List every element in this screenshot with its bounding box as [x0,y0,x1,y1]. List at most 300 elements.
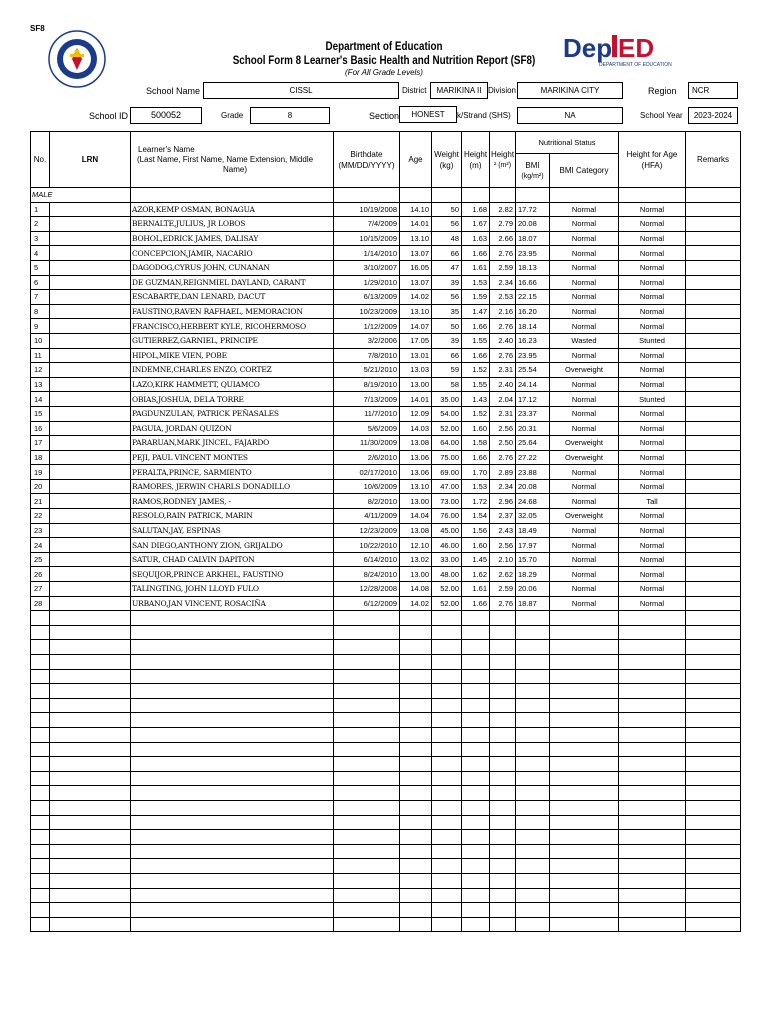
cell-empty [131,844,334,859]
cell-empty [490,786,516,801]
cell-empty [550,669,619,684]
cell-height2: 2.04 [490,392,516,407]
empty-row [31,742,741,757]
cell-height2: 2.40 [490,333,516,348]
cell-empty [490,640,516,655]
cell-empty [31,815,50,830]
cell-empty [432,713,462,728]
cell-empty [50,684,131,699]
cell-empty [432,655,462,670]
empty-row [31,800,741,815]
cell-empty [490,903,516,918]
cell-bmi-category: Normal [550,290,619,305]
cell-name: PARARUAN,MARK JINCEL, FAJARDO [131,436,334,451]
cell-empty [50,727,131,742]
cell-empty [334,830,400,845]
cell-height2: 2.59 [490,260,516,275]
subtitle: (For All Grade Levels) [345,68,423,77]
cell-empty [462,640,490,655]
empty-row [31,830,741,845]
cell-height: 1.63 [462,231,490,246]
cell-empty [619,815,686,830]
empty-row [31,757,741,772]
cell-empty [619,742,686,757]
cell-bmi: 16.20 [516,304,550,319]
cell-empty [686,655,741,670]
cell-birthdate: 3/10/2007 [334,260,400,275]
table-row [31,217,741,232]
cell-empty [50,465,131,480]
cell-age: 14.03 [400,421,432,436]
cell-height: 1.54 [462,509,490,524]
table-row [31,538,741,553]
cell-bmi-category: Normal [550,275,619,290]
cell-age: 13.00 [400,567,432,582]
strand-field: NA [517,107,623,124]
cell-empty [31,888,50,903]
cell-empty [50,873,131,888]
cell-empty [31,611,50,626]
cell-name: SALUTAN,JAY, ESPINAS [131,523,334,538]
cell-empty [400,684,432,699]
cell-weight: 48.00 [432,567,462,582]
cell-empty [490,757,516,772]
header-birthdate-1: Birthdate [350,149,383,159]
cell-empty [686,304,741,319]
cell-empty [686,815,741,830]
cell-empty [131,800,334,815]
cell-bmi-category: Overweight [550,436,619,451]
header-name-1: Learner's Name [138,144,195,154]
cell-empty [686,217,741,232]
table-row [31,304,741,319]
cell-birthdate: 12/23/2009 [334,523,400,538]
empty-row [31,684,741,699]
cell-empty [50,319,131,334]
cell-bmi-category: Normal [550,246,619,261]
svg-text:DEPARTMENT OF EDUCATION: DEPARTMENT OF EDUCATION [599,62,672,68]
header-no: No. [31,132,50,188]
cell-empty [400,873,432,888]
cell-hfa: Stunted [619,392,686,407]
cell-empty [131,815,334,830]
cell-bmi: 22.15 [516,290,550,305]
cell-weight: 52.00 [432,596,462,611]
cell-birthdate: 10/6/2009 [334,479,400,494]
header-remarks: Remarks [686,132,741,188]
cell-empty [462,830,490,845]
cell-no: 20 [31,479,50,494]
cell-bmi-category: Normal [550,596,619,611]
cell-age: 13.00 [400,377,432,392]
cell-birthdate: 7/8/2010 [334,348,400,363]
cell-empty [490,713,516,728]
cell-birthdate: 5/6/2009 [334,421,400,436]
header-age: Age [400,132,432,188]
cell-bmi: 25.54 [516,363,550,378]
cell-bmi-category: Overweight [550,363,619,378]
cell-hfa: Normal [619,275,686,290]
table-row [31,552,741,567]
cell-height2: 2.96 [490,494,516,509]
empty-row [31,655,741,670]
cell-name: RAMORES, JERWIN CHARLS DONADILLO [131,479,334,494]
cell-empty [432,611,462,626]
table-row [31,450,741,465]
cell-empty [490,611,516,626]
school-year-field: 2023-2024 [688,107,738,124]
table-row [31,421,741,436]
cell-empty [432,888,462,903]
cell-birthdate: 6/14/2010 [334,552,400,567]
cell-name: PAGUIA, JORDAN QUIZON [131,421,334,436]
cell-empty [619,684,686,699]
cell-empty [550,815,619,830]
cell-age: 13.00 [400,494,432,509]
section-row-male [31,188,741,203]
cell-empty [516,786,550,801]
cell-empty [686,698,741,713]
cell-empty [462,771,490,786]
cell-height2: 2.34 [490,275,516,290]
cell-age: 14.08 [400,582,432,597]
cell-bmi: 17.72 [516,202,550,217]
cell-weight: 54.00 [432,406,462,421]
cell-no: 23 [31,523,50,538]
cell-empty [50,290,131,305]
cell-empty [686,290,741,305]
cell-name: FAUSTINO,RAVEN RAFHAEL, MEMORACION [131,304,334,319]
table-row [31,348,741,363]
cell-empty [516,903,550,918]
title-form: School Form 8 Learner's Basic Health and Nutrition Report (SF8) [232,53,536,67]
cell-empty [619,771,686,786]
table-row [31,260,741,275]
cell-bmi: 18.87 [516,596,550,611]
cell-empty [462,742,490,757]
cell-empty [619,888,686,903]
title-department: Department of Education [325,39,443,53]
cell-empty [490,625,516,640]
cell-empty [334,640,400,655]
cell-height: 1.55 [462,377,490,392]
cell-hfa: Normal [619,596,686,611]
cell-height2: 2.56 [490,421,516,436]
cell-age: 16.05 [400,260,432,275]
header-lrn: LRN [50,132,131,188]
cell-empty [462,917,490,932]
cell-empty [432,859,462,874]
cell-empty [516,815,550,830]
header-height2-1: Height [490,149,515,159]
cell-weight: 35 [432,304,462,319]
header-bmi [516,154,550,188]
cell-empty [31,786,50,801]
cell-name: TALINGTING, JOHN LLOYD FULO [131,582,334,597]
cell-empty [686,713,741,728]
school-id-label: School ID [89,111,129,121]
cell-empty [50,260,131,275]
cell-bmi: 18.14 [516,319,550,334]
cell-empty [334,859,400,874]
cell-name: PEJI, PAUL VINCENT MONTES [131,450,334,465]
cell-no: 2 [31,217,50,232]
cell-empty [400,771,432,786]
cell-height: 1.61 [462,582,490,597]
cell-weight: 52.00 [432,421,462,436]
table-row [31,377,741,392]
cell-empty [50,231,131,246]
header-height-2: (m) [469,160,482,170]
cell-empty [619,727,686,742]
cell-no: 5 [31,260,50,275]
cell-empty [334,742,400,757]
division-label: Division [488,86,517,95]
header-height2-2: ² (m²) [493,161,512,169]
strand-label: k/Strand (SHS) [457,111,511,120]
cell-height: 1.62 [462,567,490,582]
cell-birthdate: 11/30/2009 [334,436,400,451]
cell-empty [50,640,131,655]
cell-height2: 2.43 [490,523,516,538]
cell-empty [50,421,131,436]
cell-empty [686,275,741,290]
cell-height: 1.67 [462,217,490,232]
cell-empty [50,304,131,319]
svg-text:Dep: Dep [563,33,613,63]
school-year-label: School Year [640,111,683,120]
empty-row [31,669,741,684]
cell-empty [31,640,50,655]
cell-hfa: Normal [619,406,686,421]
cell-no: 8 [31,304,50,319]
cell-empty [334,815,400,830]
cell-bmi: 25.64 [516,436,550,451]
cell-empty [550,611,619,626]
cell-empty [334,771,400,786]
cell-height2: 2.40 [490,377,516,392]
cell-empty [462,859,490,874]
cell-empty [686,552,741,567]
cell-height: 1.60 [462,421,490,436]
cell-name: OBIAS,JOSHUA, DELA TORRE [131,392,334,407]
cell-empty [490,698,516,713]
cell-empty [50,479,131,494]
section-label: Section [369,111,400,121]
cell-empty [550,888,619,903]
cell-weight: 75.00 [432,450,462,465]
cell-name: LAZO,KIRK HAMMETT, QUIAMCO [131,377,334,392]
cell-height2: 2.56 [490,538,516,553]
cell-bmi: 20.06 [516,582,550,597]
cell-empty [131,625,334,640]
empty-row [31,859,741,874]
table-row [31,596,741,611]
cell-empty [31,844,50,859]
cell-empty [686,888,741,903]
cell-empty [400,727,432,742]
cell-empty [490,830,516,845]
cell-bmi: 24.68 [516,494,550,509]
cell-name: ESCABARTE,DAN LENARD, DACUT [131,290,334,305]
cell-bmi: 18.07 [516,231,550,246]
cell-height: 1.52 [462,363,490,378]
cell-birthdate: 6/13/2009 [334,290,400,305]
cell-empty [462,844,490,859]
cell-no: 6 [31,275,50,290]
cell-empty [131,786,334,801]
cell-empty [550,873,619,888]
cell-height2: 2.53 [490,290,516,305]
cell-empty [686,757,741,772]
cell-height2: 2.62 [490,567,516,582]
cell-empty [550,640,619,655]
cell-empty [686,348,741,363]
cell-height: 1.58 [462,436,490,451]
header-hfa [619,132,686,188]
cell-empty [334,698,400,713]
cell-empty [462,815,490,830]
cell-empty [50,406,131,421]
cell-age: 14.01 [400,217,432,232]
cell-empty [131,698,334,713]
school-name-label: School Name [146,86,201,96]
cell-no: 24 [31,538,50,553]
cell-bmi: 27.22 [516,450,550,465]
cell-empty [550,859,619,874]
cell-empty [490,727,516,742]
cell-empty [400,917,432,932]
cell-name: DE GUZMAN,REIGNMIEL DAYLAND, CARANT [131,275,334,290]
cell-birthdate: 1/14/2010 [334,246,400,261]
cell-bmi-category: Normal [550,231,619,246]
cell-empty [686,406,741,421]
cell-empty [50,377,131,392]
empty-row [31,873,741,888]
cell-weight: 39 [432,275,462,290]
cell-height: 1.66 [462,450,490,465]
table-row [31,202,741,217]
cell-height: 1.66 [462,246,490,261]
cell-empty [686,844,741,859]
cell-empty [619,640,686,655]
cell-empty [686,538,741,553]
cell-empty [462,655,490,670]
cell-hfa: Normal [619,304,686,319]
cell-hfa: Normal [619,202,686,217]
cell-bmi: 18.49 [516,523,550,538]
cell-empty [432,727,462,742]
cell-empty [400,903,432,918]
cell-name: SATUR, CHAD CALVIN DAPITON [131,552,334,567]
cell-empty [686,465,741,480]
header-birthdate-2: (MM/DD/YYYY) [338,160,395,170]
cell-age: 13.01 [400,348,432,363]
cell-height: 1.59 [462,290,490,305]
cell-birthdate: 12/28/2008 [334,582,400,597]
cell-age: 13.08 [400,436,432,451]
cell-empty [400,786,432,801]
cell-bmi-category: Normal [550,392,619,407]
cell-weight: 52.00 [432,582,462,597]
cell-empty [432,800,462,815]
cell-empty [686,246,741,261]
cell-empty [686,669,741,684]
cell-empty [400,815,432,830]
cell-empty [490,888,516,903]
cell-no: 11 [31,348,50,363]
cell-no: 25 [31,552,50,567]
cell-height: 1.53 [462,479,490,494]
empty-row [31,786,741,801]
cell-empty [432,830,462,845]
table-row [31,567,741,582]
cell-empty [50,392,131,407]
cell-birthdate: 6/12/2009 [334,596,400,611]
cell-no: 3 [31,231,50,246]
cell-weight: 64.00 [432,436,462,451]
cell-empty [432,757,462,772]
cell-name: INDEMNE,CHARLES ENZO, CORTEZ [131,363,334,378]
grade-field: 8 [250,107,330,124]
cell-empty [50,567,131,582]
cell-bmi-category: Normal [550,202,619,217]
table-row [31,465,741,480]
table-row [31,406,741,421]
empty-row [31,727,741,742]
cell-age: 13.06 [400,465,432,480]
table-row [31,509,741,524]
cell-bmi-category: Normal [550,552,619,567]
cell-height2: 2.79 [490,217,516,232]
cell-birthdate: 8/19/2010 [334,377,400,392]
cell-height2: 2.66 [490,231,516,246]
cell-hfa: Normal [619,260,686,275]
cell-empty [686,830,741,845]
cell-empty [50,246,131,261]
cell-bmi-category: Normal [550,465,619,480]
header-name [131,132,334,188]
cell-height: 1.55 [462,333,490,348]
cell-no: 1 [31,202,50,217]
cell-no: 9 [31,319,50,334]
empty-row [31,771,741,786]
cell-empty [619,757,686,772]
cell-empty [334,903,400,918]
cell-empty [131,830,334,845]
cell-empty [516,771,550,786]
cell-hfa: Normal [619,465,686,480]
header-weight [432,132,462,188]
cell-empty [686,684,741,699]
cell-birthdate: 10/19/2008 [334,202,400,217]
cell-empty [400,611,432,626]
cell-empty [686,640,741,655]
cell-hfa: Normal [619,231,686,246]
cell-height2: 2.76 [490,348,516,363]
empty-row [31,844,741,859]
cell-height2: 2.16 [490,304,516,319]
cell-empty [516,844,550,859]
cell-weight: 56 [432,217,462,232]
cell-empty [516,727,550,742]
cell-empty [50,815,131,830]
cell-weight: 33.00 [432,552,462,567]
cell-weight: 50 [432,319,462,334]
cell-empty [462,888,490,903]
cell-empty [432,771,462,786]
cell-bmi: 18.29 [516,567,550,582]
